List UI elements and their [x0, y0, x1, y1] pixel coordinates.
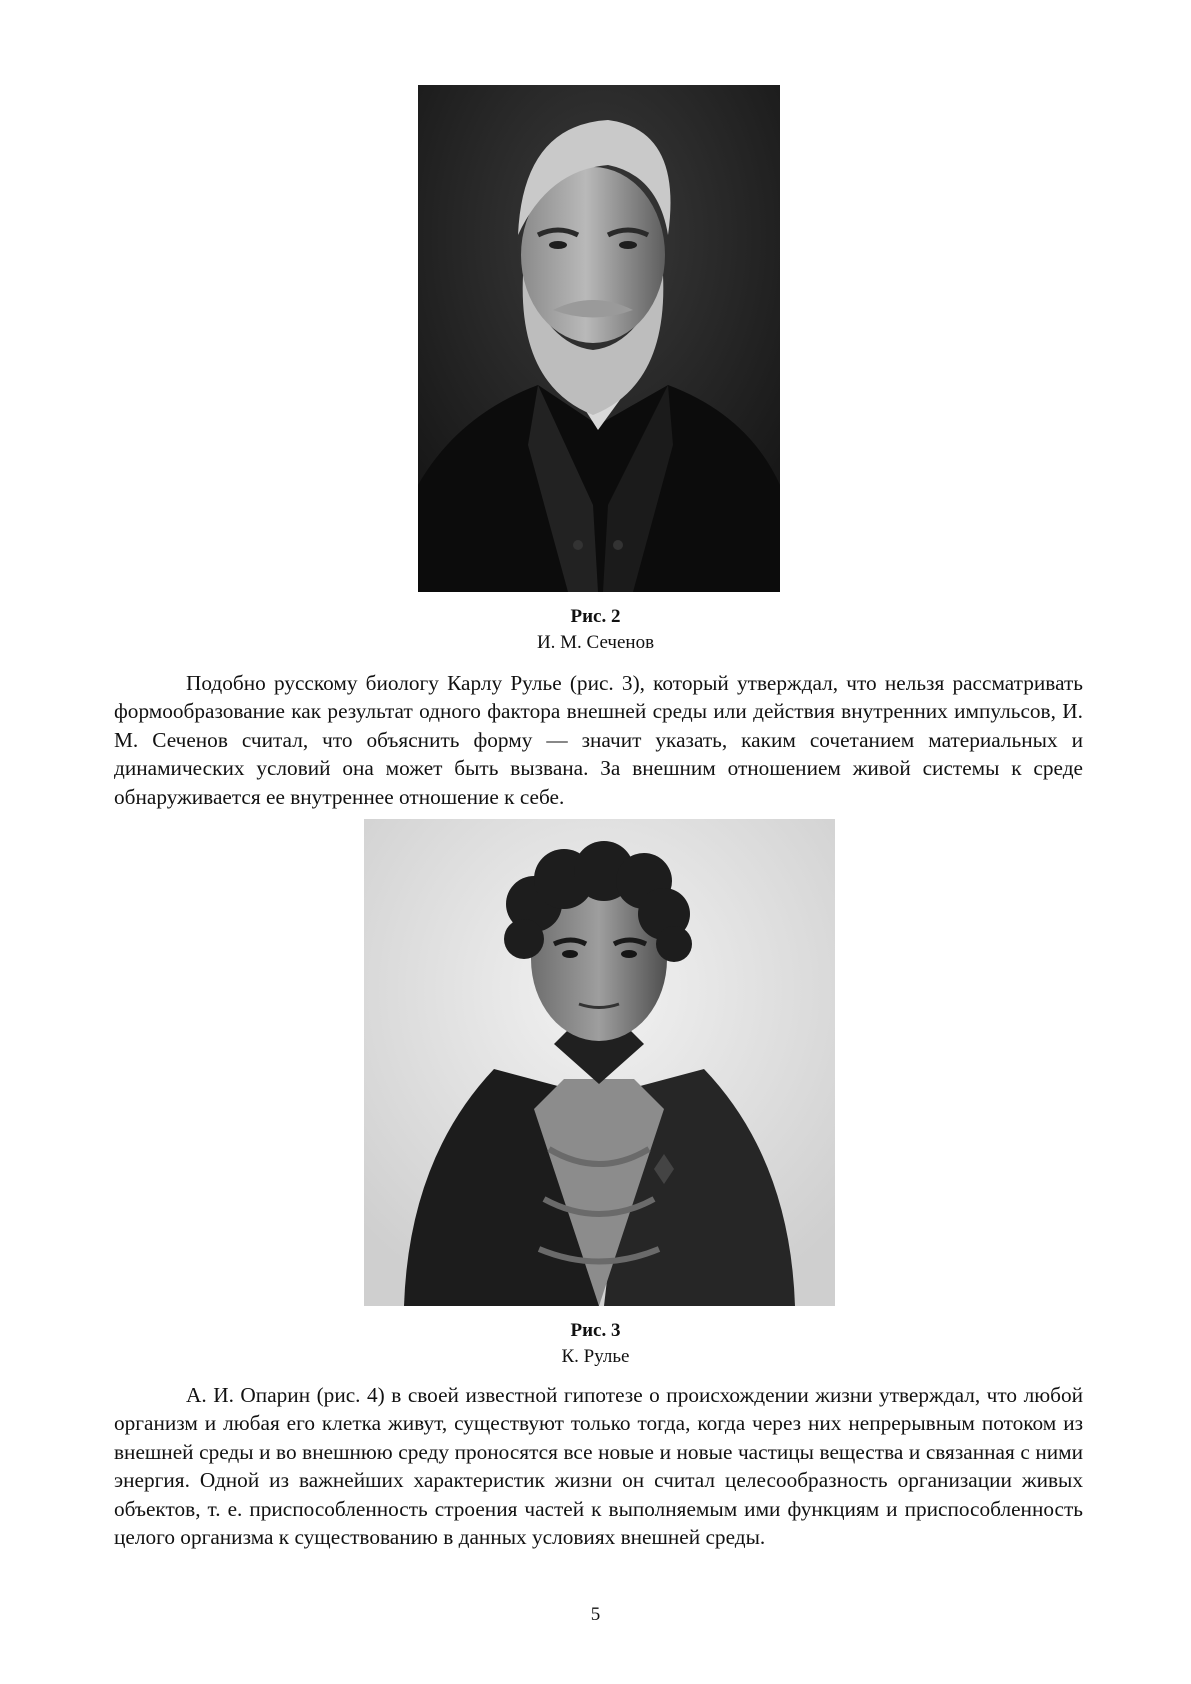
figure-3-label: Рис. 3 [570, 1320, 621, 1341]
page-number: 5 [590, 1604, 601, 1625]
body-paragraph-1: Подобно русскому биологу Карлу Рулье (рис. 3), который утверждал, что нельзя рассматривать формообразование как результат одного фактора внешней среды или действия внутренних импульсов, И. М. Сеченов считал, что объяснить форму — значит указать, каким сочетанием материальных и динамических условий она может быть вызвана. За внешним отношением живой системы к среде обнаруживается ее внутреннее отношение к себе. [114, 671, 1083, 809]
figure-2-caption: И. М. Сеченов [536, 632, 655, 653]
body-paragraph-2: А. И. Опарин (рис. 4) в своей известной гипотезе о происхождении жизни утверждал, что любой организм и любая его клетка живут, существуют только тогда, когда через них непрерывным потоком из внешней среды и во внешнюю среду проносятся все новые и новые частицы вещества и связанная с ними энергия. Одной из важнейших характеристик жизни он считал целесообразность организации живых объектов, т. е. приспособленность строения частей к выполняемым ими функциям и приспособленность целого организма к существованию в данных условиях внешней среды. [114, 1383, 1083, 1550]
portrait-photo-roulier [364, 819, 835, 1306]
figure-3-caption: К. Рулье [561, 1346, 630, 1367]
portrait-photo-sechenov [418, 85, 780, 592]
figure-2-label: Рис. 2 [570, 606, 621, 627]
